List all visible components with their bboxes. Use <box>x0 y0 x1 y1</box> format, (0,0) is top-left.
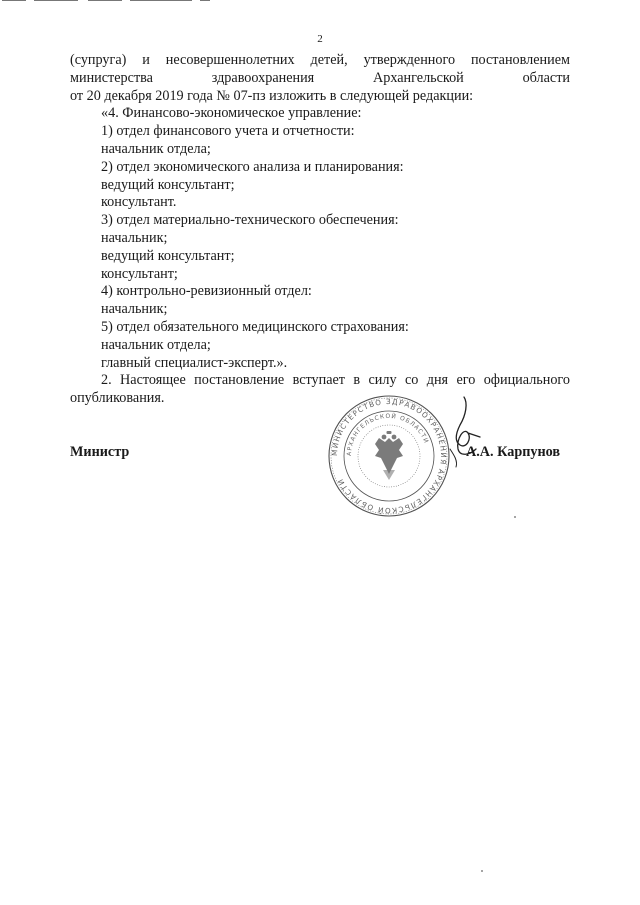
list-item: 2) отдел экономического анализа и планирования: <box>101 158 404 175</box>
list-item: «4. Финансово-экономическое управление: <box>101 105 362 122</box>
list-item: консультант. <box>101 194 177 211</box>
word: Архангельской <box>373 69 464 86</box>
paragraph-line: 2. Настоящее постановление вступает в силу со дня его официального <box>101 372 570 389</box>
list-item: начальник; <box>101 301 168 318</box>
scan-edge-marks <box>0 0 230 4</box>
list-item: ведущий консультант; <box>101 176 235 193</box>
word: министерства <box>70 69 153 86</box>
paragraph-line: (супруга) и несовершеннолетних детей, утвержденного постановлением <box>70 52 570 68</box>
list-item: начальник отдела; <box>101 140 211 157</box>
document-body <box>70 52 570 408</box>
signatory-title: Министр <box>70 444 130 460</box>
paragraph-line: от 20 декабря 2019 года № 07-пз изложить в следующей редакции: <box>70 87 474 104</box>
word: области <box>522 69 570 86</box>
scan-speck <box>514 516 516 518</box>
list-item: 4) контрольно-ревизионный отдел: <box>101 283 312 300</box>
signatory-name: А.А. Карпунов <box>466 444 561 460</box>
page-number: 2 <box>317 33 323 45</box>
list-item: главный специалист-эксперт.». <box>101 354 288 371</box>
list-item: 3) отдел материально-технического обеспечения: <box>101 212 399 229</box>
eagle-emblem-icon <box>375 431 403 480</box>
seal-inner-text: АРХАНГЕЛЬСКОЙ ОБЛАСТИ <box>345 412 430 457</box>
list-item: консультант; <box>101 265 178 282</box>
list-item: начальник; <box>101 229 168 246</box>
list-item: ведущий консультант; <box>101 247 235 264</box>
list-item: 1) отдел финансового учета и отчетности: <box>101 123 355 140</box>
list-item: 5) отдел обязательного медицинского страхования: <box>101 318 409 335</box>
paragraph-line: опубликования. <box>70 390 165 407</box>
seal-outer-text: МИНИСТЕРСТВО ЗДРАВООХРАНЕНИЯ АРХАНГЕЛЬСКОЙ ОБЛАСТИ <box>329 396 449 516</box>
list-item: начальник отдела; <box>101 336 211 353</box>
word: здравоохранения <box>211 69 315 86</box>
scan-speck <box>481 870 483 872</box>
paragraph-line-spread <box>70 70 570 88</box>
